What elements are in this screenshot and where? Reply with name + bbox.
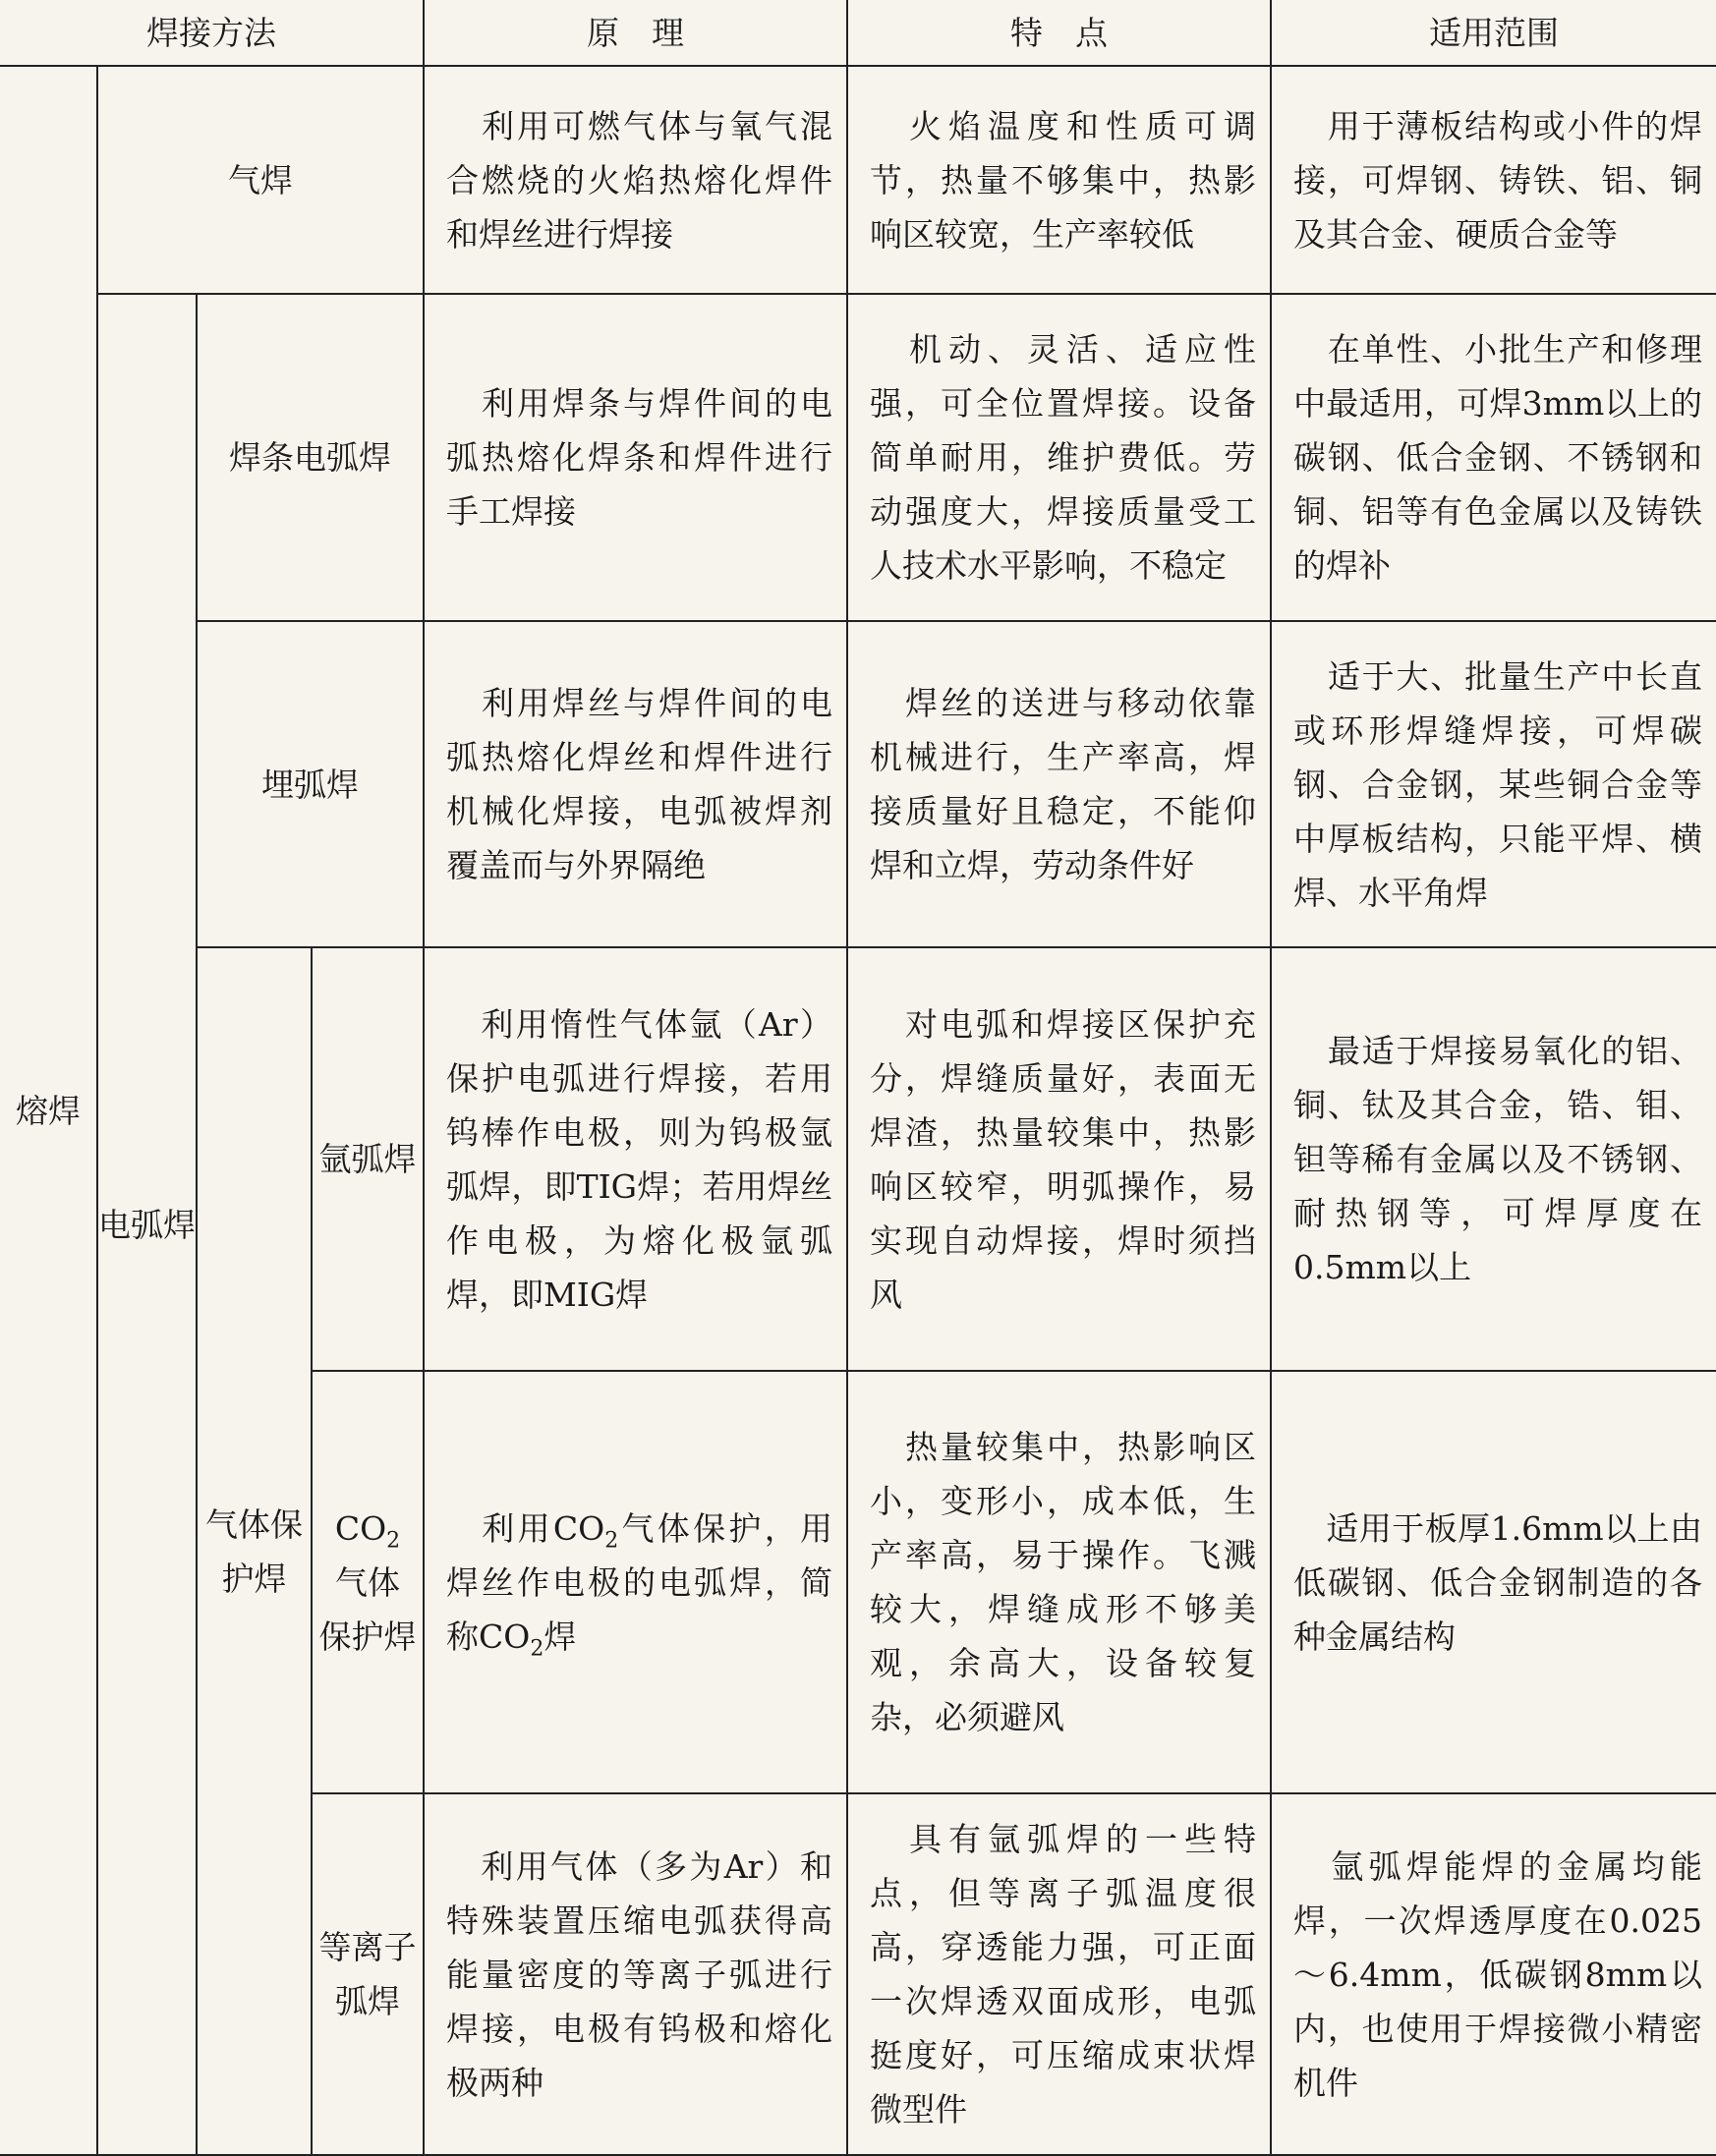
method-gas-welding: 气焊 [97, 66, 424, 294]
features-cell: 对电弧和焊接区保护充分，焊缝质量好，表面无焊渣，热量较集中，热影响区较窄，明弧操作，易实现自动焊接，焊时须挡风 [847, 947, 1271, 1371]
method-smaw: 焊条电弧焊 [197, 294, 424, 621]
header-scope: 适用范围 [1271, 0, 1716, 66]
principle-cell: 利用可燃气体与氧气混合燃烧的火焰热熔化焊件和焊丝进行焊接 [424, 66, 847, 294]
principle-cell: 利用惰性气体氩（Ar）保护电弧进行焊接，若用钨棒作电极，则为钨极氩弧焊，即TIG焊；若用焊丝作电极，为熔化极氩弧焊，即MIG焊 [424, 947, 847, 1371]
scope-cell: 在单性、小批生产和修理中最适用，可焊3mm以上的碳钢、低合金钢、不锈钢和铜、铝等有色金属以及铸铁的焊补 [1271, 294, 1716, 621]
principle-cell: 利用焊丝与焊件间的电弧热熔化焊丝和焊件进行机械化焊接，电弧被焊剂覆盖而与外界隔绝 [424, 621, 847, 947]
principle-cell: 利用$CO_2$气体保护，用焊丝作电极的电弧焊，简称$CO_2$焊 [424, 1371, 847, 1793]
method-plasma-arc: 等离子 弧焊 [312, 1793, 424, 2155]
group-gas-shielded: 气体保 护焊 [197, 947, 312, 2155]
scope-cell: 适于大、批量生产中长直或环形焊缝焊接，可焊碳钢、合金钢，某些铜合金等中厚板结构，只能平焊、横焊、水平角焊 [1271, 621, 1716, 947]
features-cell: 具有氩弧焊的一些特点，但等离子弧温度很高，穿透能力强，可正面一次焊透双面成形，电弧挺度好，可压缩成束状焊微型件 [847, 1793, 1271, 2155]
features-cell: 焊丝的送进与移动依靠机械进行，生产率高，焊接质量好且稳定，不能仰焊和立焊，劳动条件好 [847, 621, 1271, 947]
scope-cell: 最适于焊接易氧化的铝、铜、钛及其合金，锆、钼、钽等稀有金属以及不锈钢、耐热钢等，可焊厚度在0.5mm以上 [1271, 947, 1716, 1371]
scope-cell: 氩弧焊能焊的金属均能焊，一次焊透厚度在0.025～6.4mm，低碳钢8mm以内，也使用于焊接微小精密机件 [1271, 1793, 1716, 2155]
principle-cell: 利用气体（多为Ar）和特殊装置压缩电弧获得高能量密度的等离子弧进行焊接，电极有钨极和熔化极两种 [424, 1793, 847, 2155]
method-saw: 埋弧焊 [197, 621, 424, 947]
principle-cell: 利用焊条与焊件间的电弧热熔化焊条和焊件进行手工焊接 [424, 294, 847, 621]
table-row [0, 621, 1716, 947]
table-row [0, 66, 1716, 294]
method-co2-shielded: $CO_2$ 气体 保护焊 [312, 1371, 424, 1793]
scope-cell: 用于薄板结构或小件的焊接，可焊钢、铸铁、铝、铜及其合金、硬质合金等 [1271, 66, 1716, 294]
features-cell: 火焰温度和性质可调节，热量不够集中，热影响区较宽，生产率较低 [847, 66, 1271, 294]
header-principle: 原 理 [424, 0, 847, 66]
features-cell: 机动、灵活、适应性强，可全位置焊接。设备简单耐用，维护费低。劳动强度大，焊接质量受工人技术水平影响，不稳定 [847, 294, 1271, 621]
scope-cell: 适用于板厚1.6mm以上由低碳钢、低合金钢制造的各种金属结构 [1271, 1371, 1716, 1793]
group-fusion-welding: 熔焊 [0, 66, 97, 2155]
header-method: 焊接方法 [0, 0, 424, 66]
features-cell: 热量较集中，热影响区小，变形小，成本低，生产率高，易于操作。飞溅较大，焊缝成形不够美观，余高大，设备较复杂，必须避风 [847, 1371, 1271, 1793]
method-argon-arc: 氩弧焊 [312, 947, 424, 1371]
header-features: 特 点 [847, 0, 1271, 66]
table-row [0, 294, 1716, 621]
table-row [0, 947, 1716, 1371]
group-arc-welding: 电弧焊 [97, 294, 197, 2155]
header-row [0, 0, 1716, 66]
